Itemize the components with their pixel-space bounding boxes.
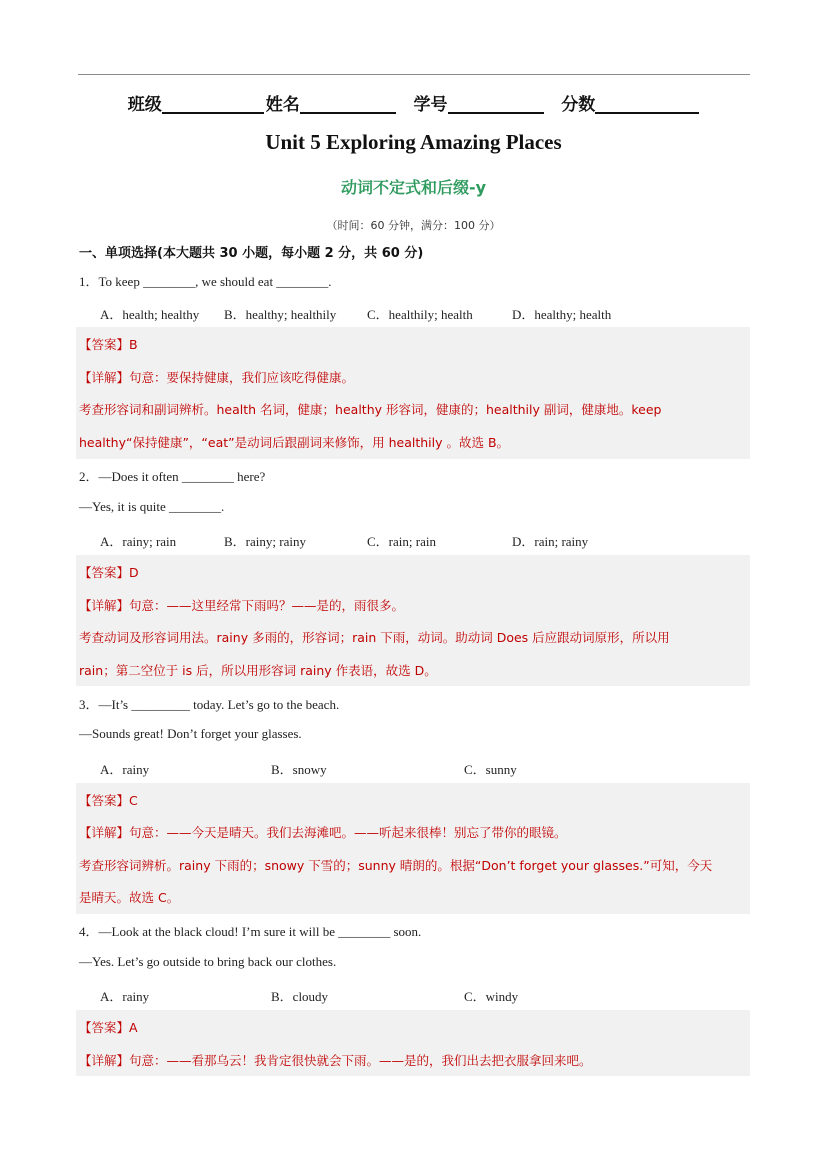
option-c: C．sunny bbox=[464, 762, 517, 777]
question-3-stem: 3．—It’s _________ today. Let’s go to the beach. bbox=[79, 697, 340, 712]
question-4-options bbox=[100, 986, 740, 1004]
answer-tag: 【答案】 bbox=[79, 1020, 130, 1035]
answer-tag: 【答案】 bbox=[79, 793, 130, 808]
question-1-options bbox=[100, 304, 740, 322]
detail-line-1 bbox=[79, 368, 354, 386]
question-1-stem: 1．To keep ________, we should eat ________. bbox=[79, 274, 332, 289]
option-c: C．rain; rain bbox=[367, 534, 436, 549]
answer-line-4 bbox=[79, 1018, 138, 1036]
question-2-options bbox=[100, 531, 740, 549]
detail-text: 句意：——今天是晴天。我们去海滩吧。——听起来很棒！别忘了带你的眼镜。 bbox=[129, 825, 567, 840]
detail-text: 句意：——看那乌云！我肯定很快就会下雨。——是的，我们出去把衣服拿回来吧。 bbox=[129, 1053, 592, 1068]
class-label: 班级 bbox=[127, 95, 162, 115]
question-2-stem-2: —Yes, it is quite ________. bbox=[79, 499, 225, 514]
id-blank bbox=[448, 94, 544, 114]
option-a: A．rainy bbox=[100, 762, 150, 777]
explain-2-line-1: 考查动词及形容词用法。rainy 多雨的，形容词；rain 下雨，动词。助动词 Does 后应跟动词原形，所以用 bbox=[79, 630, 670, 645]
explain-3-line-1: 考查形容词辨析。rainy 下雨的；snowy 下雪的；sunny 晴朗的。根据“Don’t forget your glasses.”可知，今天 bbox=[79, 858, 713, 873]
explain-1-line-1: 考查形容词和副词辨析。health 名词，健康；healthy 形容词，健康的；healthily 副词，健康地。keep bbox=[79, 402, 662, 417]
header-rule bbox=[78, 74, 750, 75]
option-b: B．snowy bbox=[271, 762, 327, 777]
score-label: 分数 bbox=[561, 95, 596, 115]
name-label: 姓名 bbox=[265, 95, 300, 115]
name-blank bbox=[300, 94, 396, 114]
question-4-stem-2: —Yes. Let’s go outside to bring back our clothes. bbox=[79, 954, 337, 969]
page-title: Unit 5 Exploring Amazing Places bbox=[265, 130, 562, 154]
id-label: 学号 bbox=[413, 95, 448, 115]
answer-value: B bbox=[129, 337, 138, 352]
answer-value: A bbox=[129, 1020, 138, 1035]
answer-value: C bbox=[129, 793, 138, 808]
question-2-stem: 2．—Does it often ________ here? bbox=[79, 469, 266, 484]
detail-line-2 bbox=[79, 596, 404, 614]
option-a: A．health; healthy bbox=[100, 307, 200, 322]
option-d: D．healthy; health bbox=[512, 307, 612, 322]
detail-line-4 bbox=[79, 1051, 592, 1069]
option-c: C．healthily; health bbox=[367, 307, 473, 322]
detail-tag: 【详解】 bbox=[79, 825, 130, 840]
question-3-options bbox=[100, 759, 740, 777]
section-heading: 一、单项选择(本大题共 30 小题，每小题 2 分，共 60 分) bbox=[79, 246, 424, 261]
question-4-stem: 4．—Look at the black cloud! I’m sure it will be ________ soon. bbox=[79, 924, 422, 939]
time-note: （时间：60 分钟，满分：100 分） bbox=[326, 219, 501, 232]
answer-tag: 【答案】 bbox=[79, 337, 130, 352]
detail-tag: 【详解】 bbox=[79, 370, 130, 385]
page-subtitle: 动词不定式和后缀-y bbox=[340, 178, 487, 197]
student-info-row bbox=[0, 90, 827, 115]
option-a: A．rainy; rain bbox=[100, 534, 177, 549]
option-d: D．rain; rainy bbox=[512, 534, 589, 549]
answer-line-1 bbox=[79, 335, 138, 353]
explain-1-line-2: healthy“保持健康”，“eat”是动词后跟副词来修饰，用 healthily 。故选 B。 bbox=[79, 435, 510, 450]
answer-line-2 bbox=[79, 563, 139, 581]
answer-value: D bbox=[129, 565, 139, 580]
score-blank bbox=[595, 94, 699, 114]
option-b: B．cloudy bbox=[271, 989, 329, 1004]
option-b: B．rainy; rainy bbox=[224, 534, 306, 549]
answer-tag: 【答案】 bbox=[79, 565, 130, 580]
option-c: C．windy bbox=[464, 989, 519, 1004]
detail-tag: 【详解】 bbox=[79, 598, 130, 613]
detail-line-3 bbox=[79, 823, 567, 841]
class-blank bbox=[162, 94, 264, 114]
question-3-stem-2: —Sounds great! Don’t forget your glasses. bbox=[79, 726, 302, 741]
detail-tag: 【详解】 bbox=[79, 1053, 130, 1068]
detail-text: 句意：要保持健康，我们应该吃得健康。 bbox=[129, 370, 355, 385]
option-b: B．healthy; healthily bbox=[224, 307, 337, 322]
answer-line-3 bbox=[79, 791, 138, 809]
explain-3-line-2: 是晴天。故选 C。 bbox=[79, 890, 180, 905]
option-a: A．rainy bbox=[100, 989, 150, 1004]
detail-text: 句意：——这里经常下雨吗？——是的，雨很多。 bbox=[129, 598, 405, 613]
explain-2-line-2: rain；第二空位于 is 后，所以用形容词 rainy 作表语，故选 D。 bbox=[79, 663, 437, 678]
